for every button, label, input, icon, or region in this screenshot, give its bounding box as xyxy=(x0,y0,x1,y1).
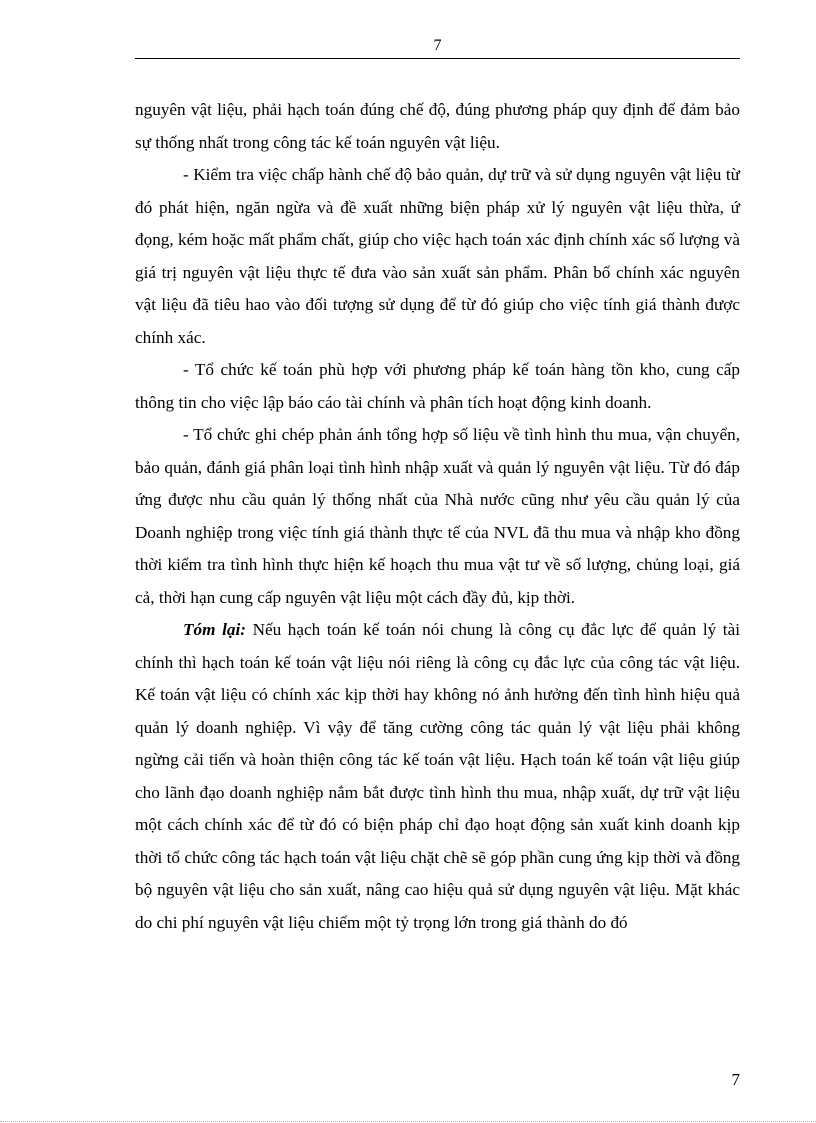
paragraph-recording: - Tổ chức ghi chép phản ánh tổng hợp số liệu về tình hình thu mua, vận chuyển, bảo quản, đánh giá phân loại tình hình nhập xuất và quản lý nguyên vật liệu. Từ đó đáp ứng được nhu cầu quản lý thống nhất của Nhà nước cũng như yêu cầu quản lý của Doanh nghiệp trong việc tính giá thành thực tế của NVL đã thu mua và nhập kho đồng thời kiểm tra tình hình thực hiện kế hoạch thu mua vật tư về số lượng, chủng loại, giá cả, thời hạn cung cấp nguyên vật liệu một cách đầy đủ, kịp thời. xyxy=(135,425,740,607)
paragraph-summary xyxy=(135,614,740,939)
footer-page-number: 7 xyxy=(731,1070,740,1089)
header-page-number: 7 xyxy=(433,37,442,54)
summary-text: Nếu hạch toán kế toán nói chung là công cụ đắc lực để quản lý tài chính thì hạch toán kế toán vật liệu nói riêng là công cụ đắc lực của công tác vật liệu. Kế toán vật liệu có chính xác kịp thời hay không nó ảnh hưởng đến tình hình hiệu quả quản lý doanh nghiệp. Vì vậy để tăng cường công tác quản lý vật liệu phải không ngừng cải tiến và hoàn thiện công tác kế toán vật liệu. Hạch toán kế toán vật liệu giúp cho lãnh đạo doanh nghiệp nắm bắt được tình hình thu mua, nhập xuất, dự trữ vật liệu một cách chính xác để từ đó có biện pháp chỉ đạo hoạt động sản xuất kinh doanh kịp thời tổ chức công tác hạch toán vật liệu chặt chẽ sẽ góp phần cung ứng kịp thời và đồng bộ nguyên vật liệu cho sản xuất, nâng cao hiệu quả sử dụng nguyên vật liệu. Mặt khác do chi phí nguyên vật liệu chiếm một tỷ trọng lớn trong giá thành do đó xyxy=(135,620,740,932)
document-body xyxy=(135,94,740,939)
summary-lead-term: Tóm lại: xyxy=(183,620,246,639)
page-header xyxy=(135,36,740,59)
page-bottom-rule xyxy=(0,1121,816,1122)
paragraph-continuation: nguyên vật liệu, phải hạch toán đúng chế độ, đúng phương pháp quy định để đảm bảo sự thống nhất trong công tác kế toán nguyên vật liệu. xyxy=(135,100,740,152)
paragraph-accounting-organization: - Tổ chức kế toán phù hợp với phương pháp kế toán hàng tồn kho, cung cấp thông tin cho việc lập báo cáo tài chính và phân tích hoạt động kinh doanh. xyxy=(135,360,740,412)
paragraph-inspection: - Kiểm tra việc chấp hành chế độ bảo quản, dự trữ và sử dụng nguyên vật liệu từ đó phát hiện, ngăn ngừa và đề xuất những biện pháp xử lý nguyên vật liệu thừa, ứ đọng, kém hoặc mất phẩm chất, giúp cho việc hạch toán xác định chính xác số lượng và giá trị nguyên vật liệu thực tế đưa vào sản xuất sản phẩm. Phân bổ chính xác nguyên vật liệu đã tiêu hao vào đối tượng sử dụng để từ đó giúp cho việc tính giá thành được chính xác. xyxy=(135,165,740,347)
